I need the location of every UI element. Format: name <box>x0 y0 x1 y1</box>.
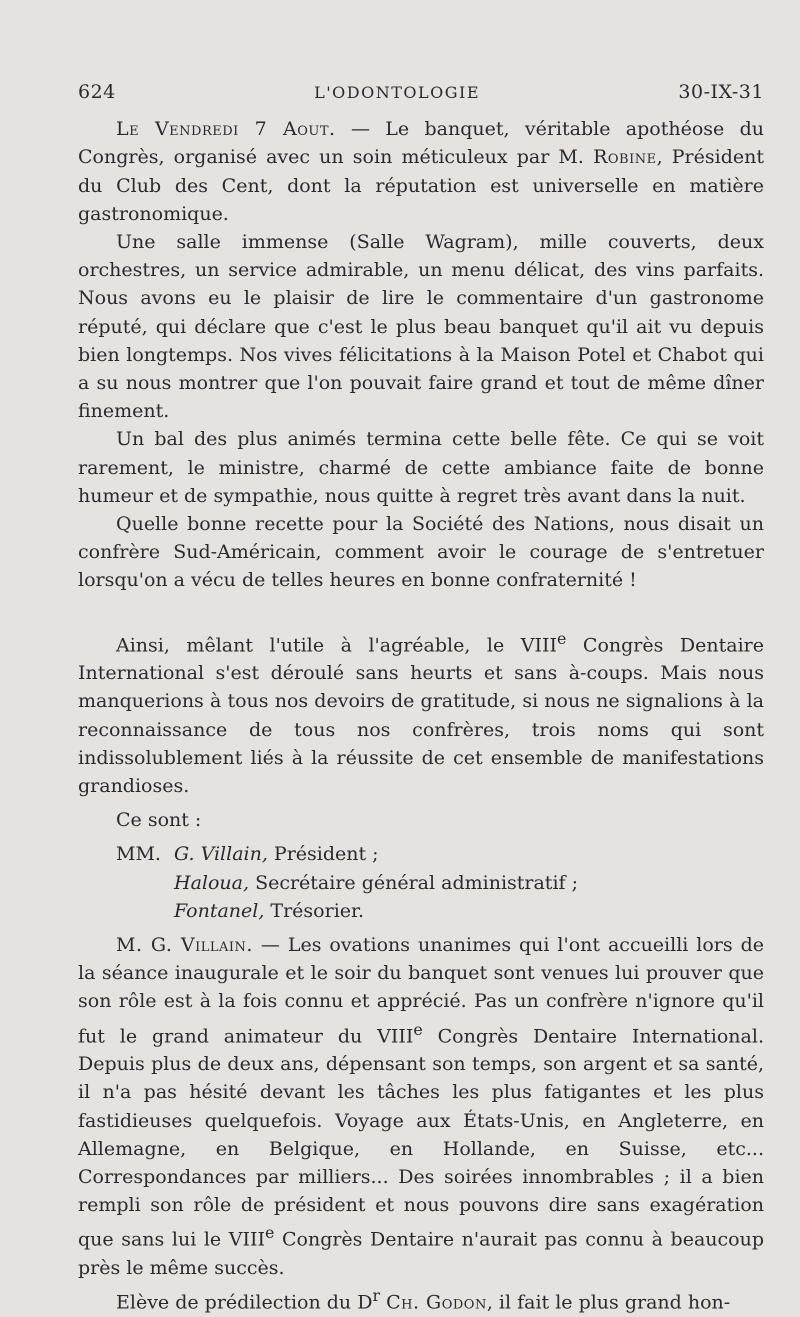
section-lead: Le Vendredi 7 Aout. <box>116 118 336 141</box>
person-name: Fontanel, <box>174 899 265 922</box>
paragraph-bal: Un bal des plus animés termina cette belle fête. Ce qui se voit rarement, le ministre, charmé de cette ambiance faite de bonne humeur et de sympathie, nous quitte à regret très avant dans la nuit. <box>78 428 764 507</box>
document-page <box>78 78 764 1317</box>
page-number: 624 <box>78 81 116 103</box>
names-prefix: MM. <box>116 843 161 866</box>
names-row: Fontanel, Trésorier. <box>174 899 365 922</box>
running-title: L'ODONTOLOGIE <box>314 83 481 102</box>
page-header <box>78 78 764 107</box>
paragraph-ainsi: Ainsi, mêlant l'utile à l'agréable, le VIIIe Congrès Dentaire International s'est déroulé sans heurts et sans à-coups. Mais nous manquerions à tous nos devoirs de gratitude, si nous ne signalions à la reconnaissance de tous nos confrères, trois noms qui sont indissolublement liés à la réussite de cet ensemble de manifestations grandioses. <box>78 628 764 797</box>
person-name: Ch. Godon <box>386 1291 487 1314</box>
paragraph-villain: M. G. Villain. — Les ovations unanimes qui l'ont accueilli lors de la séance inaugurale et le soir du banquet sont venues lui prouver que son rôle est à la fois connu et apprécié. Pas un confrère n'ignore qu'il fut le grand animateur du VIIIe Congrès Dentaire International. Depuis plus de deux ans, dépensant son temps, son argent et sa santé, il n'a pas hésité devant les tâches les plus fatigantes et les plus fastidieuses quelquefois. Voyage aux États-Unis, en Angleterre, en Allemagne, en Belgique, en Hollande, en Suisse, etc... Correspondances par milliers... Des soirées innombrables ; il a bien rempli son rôle de président et nous pouvons dire sans exagération que sans lui le VIIIe Congrès Dentaire n'aurait pas connu à beaucoup près le même succès. <box>78 934 764 1279</box>
person-name: G. Villain, <box>174 843 268 866</box>
paragraph-recette: Quelle bonne recette pour la Société des Nations, nous disait un confrère Sud-Américain, comment avoir le courage de s'entretuer lorsqu'on a vécu de telles heures en bonne confraternité ! <box>78 513 764 592</box>
paragraph-ce-sont: Ce sont : <box>116 809 202 832</box>
names-row: MM. G. Villain, Président ; <box>116 840 764 868</box>
person-name: Robine <box>593 146 657 169</box>
issue-date: 30-IX-31 <box>678 81 764 103</box>
person-name: Haloua, <box>174 871 250 894</box>
section-lead: M. G. Villain. <box>116 934 253 957</box>
paragraph-eleve: Elève de prédilection du $D^r$ Ch. Godon, il fait le plus grand hon- <box>116 1286 731 1314</box>
names-list <box>116 840 764 925</box>
paragraph-banquet: Le Vendredi 7 Aout. — Le banquet, véritable apothéose du Congrès, organisé avec un soin méticuleux par M. Robine, Président du Club des Cent, dont la réputation est universelle en matière gastronomique. <box>78 118 764 225</box>
section-spacer <box>78 595 764 625</box>
names-row: Haloua, Secrétaire général administratif ; <box>174 871 578 894</box>
paragraph-salle: Une salle immense (Salle Wagram), mille couverts, deux orchestres, un service admirable, un menu délicat, des vins parfaits. Nous avons eu le plaisir de lire le commentaire d'un gastronome réputé, qui déclare que c'est le plus beau banquet qu'il ait vu depuis bien longtemps. Nos vives félicitations à la Maison Potel et Chabot qui a su nous montrer que l'on pouvait faire grand et tout de même dîner finement. <box>78 231 764 423</box>
